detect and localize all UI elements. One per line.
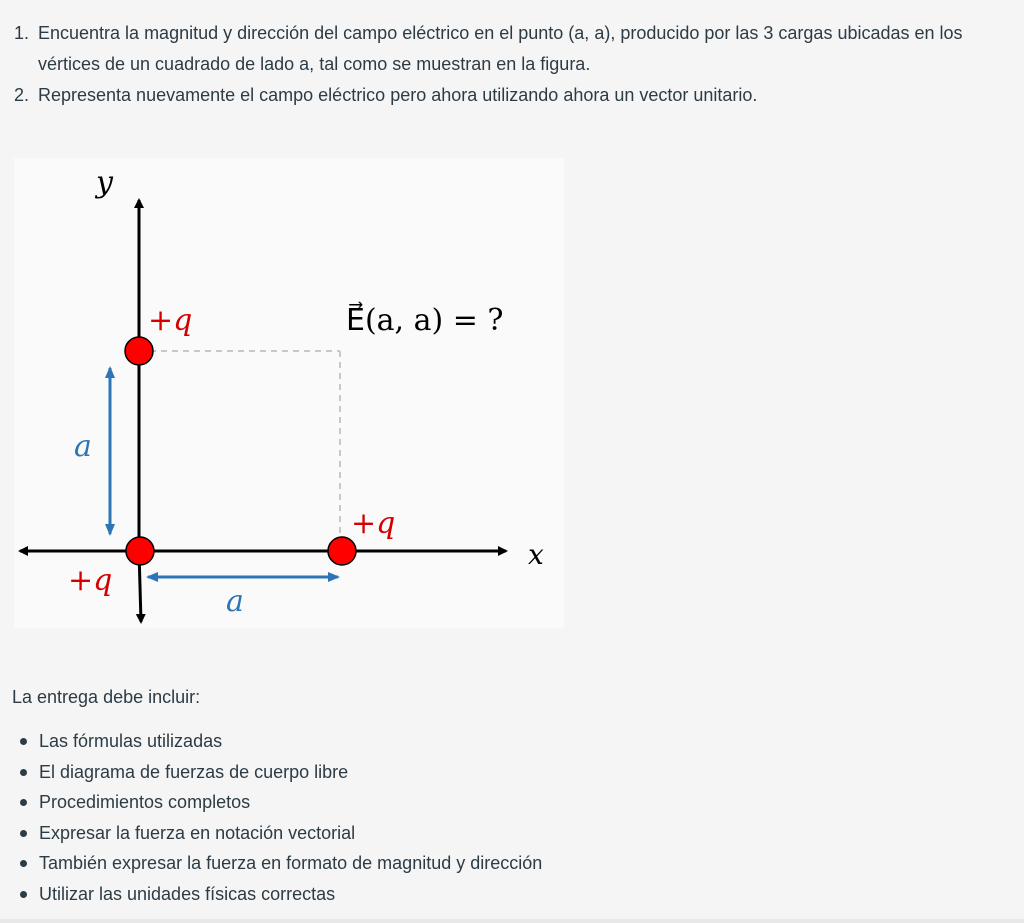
list-item-text: El diagrama de fuerzas de cuerpo libre [39, 761, 349, 782]
list-item [14, 848, 542, 879]
bullet-icon [20, 738, 27, 745]
bullet-icon [20, 769, 27, 776]
list-item [14, 818, 542, 849]
charge-diagram-svg [14, 158, 564, 628]
page-bottom-divider [0, 919, 1024, 923]
deliverables-list [14, 726, 542, 910]
list-item-text: Las fórmulas utilizadas [39, 731, 223, 751]
question-list [0, 18, 1024, 111]
charge-top [125, 337, 153, 365]
question-item [0, 80, 1024, 111]
side-label-horizontal: a [226, 584, 244, 619]
deliverables-intro: La entrega debe incluir: [12, 687, 201, 707]
list-item [14, 757, 542, 788]
x-axis-label: x [528, 538, 544, 571]
y-axis-label: y [96, 165, 113, 200]
field-query-label: E⃗(a, a) = ? [346, 303, 504, 338]
question-text: Encuentra la magnitud y dirección del campo eléctrico en el punto (a, a), producido por las 3 cargas ubicadas en los vértices de un cuadrado de lado a, tal como se muestran en la figura. [38, 23, 963, 74]
question-text: Representa nuevamente el campo eléctrico pero ahora utilizando ahora un vector unitario. [38, 85, 758, 105]
charge-label-origin: +q [68, 563, 113, 598]
question-item [0, 18, 1024, 80]
list-item-text: Utilizar las unidades físicas correctas [39, 883, 336, 904]
charge-right [328, 537, 356, 565]
bullet-icon [20, 891, 27, 898]
bullet-icon [20, 799, 27, 806]
list-item-text: También expresar la fuerza en formato de magnitud y dirección [39, 853, 543, 874]
charge-origin [126, 537, 154, 565]
list-item [14, 787, 542, 818]
bullet-icon [20, 860, 27, 867]
list-item-text: Expresar la fuerza en notación vectorial [39, 822, 356, 843]
charge-label-right: +q [351, 506, 396, 541]
question-number: 1. [14, 23, 30, 43]
bullet-icon [20, 830, 27, 837]
list-item [14, 879, 542, 910]
charge-diagram [14, 158, 564, 628]
question-number: 2. [14, 85, 30, 105]
charge-label-top: +q [148, 303, 193, 338]
side-label-vertical: a [74, 429, 92, 464]
list-item-text: Procedimientos completos [39, 792, 251, 813]
list-item [14, 726, 542, 757]
